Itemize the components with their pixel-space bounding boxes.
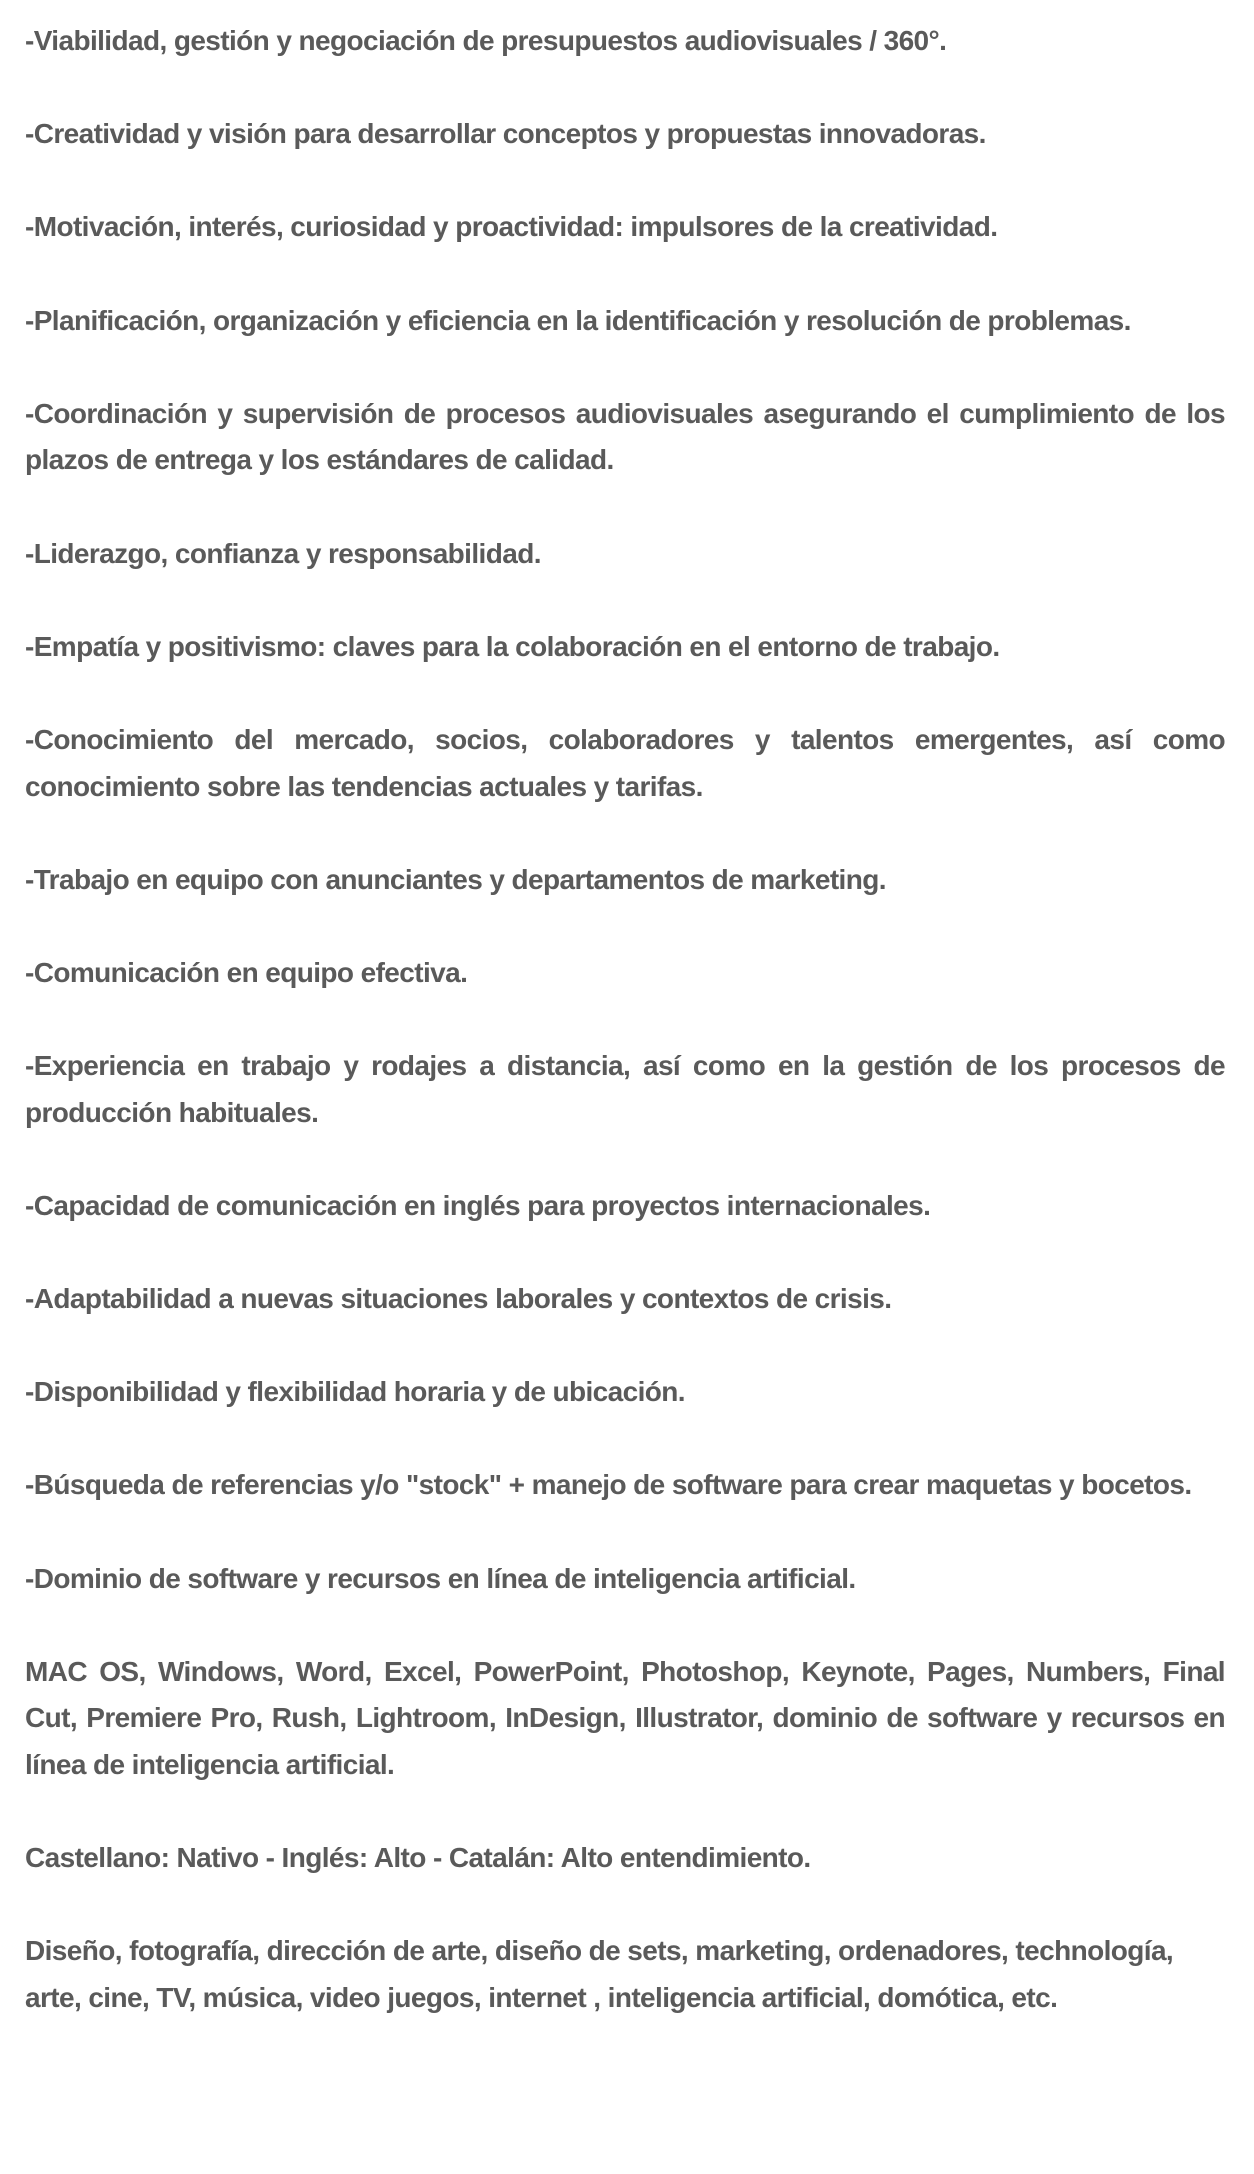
skill-item: -Planificación, organización y eficiencia en la identificación y resolución de problemas. <box>25 304 1131 336</box>
skill-item: -Comunicación en equipo efectiva. <box>25 956 468 988</box>
skill-item: -Conocimiento del mercado, socios, colaboradores y talentos emergentes, así como conocimiento sobre las tendencias actuales y tarifas. <box>25 723 1225 802</box>
languages-paragraph: Castellano: Nativo - Inglés: Alto - Catalán: Alto entendimiento. <box>25 1842 811 1874</box>
skill-item: -Búsqueda de referencias y/o "stock" + manejo de software para crear maquetas y bocetos. <box>25 1469 1192 1501</box>
skill-item: -Capacidad de comunicación en inglés para proyectos internacionales. <box>25 1189 931 1221</box>
skill-item: -Adaptabilidad a nuevas situaciones laborales y contextos de crisis. <box>25 1283 892 1315</box>
document-body <box>25 18 1225 2022</box>
skill-item: -Trabajo en equipo con anunciantes y departamentos de marketing. <box>25 863 886 895</box>
skill-item: -Experiencia en trabajo y rodajes a distancia, así como en la gestión de los procesos de producción habituales. <box>25 1050 1225 1128</box>
skill-item: -Motivación, interés, curiosidad y proactividad: impulsores de la creatividad. <box>25 211 998 243</box>
skill-item: -Dominio de software y recursos en línea de inteligencia artificial. <box>25 1562 856 1594</box>
interests-paragraph: Diseño, fotografía, dirección de arte, diseño de sets, marketing, ordenadores, technología, arte, cine, TV, música, video juegos, internet , inteligencia artificial, domótica, etc. <box>25 1935 1174 2013</box>
skill-item: -Creatividad y visión para desarrollar conceptos y propuestas innovadoras. <box>25 118 986 150</box>
skill-item: -Coordinación y supervisión de procesos audiovisuales asegurando el cumplimiento de los plazos de entrega y los estándares de calidad. <box>25 397 1225 476</box>
software-paragraph: MAC OS, Windows, Word, Excel, PowerPoint, Photoshop, Keynote, Pages, Numbers, Final Cut, Premiere Pro, Rush, Lightroom, InDesign, Illustrator, dominio de software y recursos en línea de inteligencia artificial. <box>25 1655 1225 1780</box>
skill-item: -Empatía y positivismo: claves para la colaboración en el entorno de trabajo. <box>25 630 1000 662</box>
skill-item: -Disponibilidad y flexibilidad horaria y de ubicación. <box>25 1376 685 1408</box>
skill-item: -Viabilidad, gestión y negociación de presupuestos audiovisuales / 360°. <box>25 25 947 56</box>
skill-item: -Liderazgo, confianza y responsabilidad. <box>25 537 541 569</box>
